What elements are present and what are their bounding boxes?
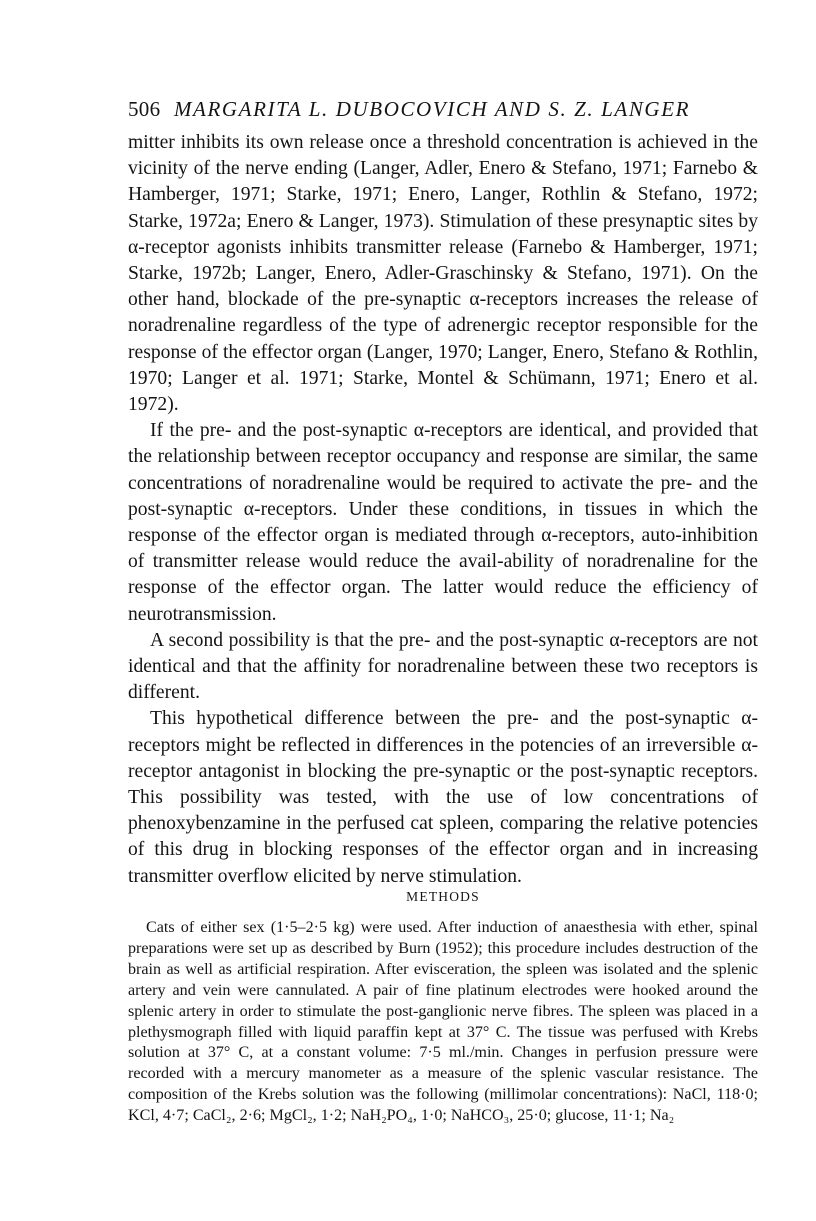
paragraph-continued: mitter inhibits its own release once a threshold concentration is achieved in the vicinity of the nerve ending (Langer, Adler, Enero & Stefano, 1971; Farnebo & Hamberger, 1971; Starke, 1971; Enero, Langer, Rothlin & Stefano, 1972; Starke, 1972a; Enero & Langer, 1973). Stimulation of these presynaptic sites by α-receptor agonists inhibits transmitter release (Farnebo & Hamberger, 1971; Starke, 1972b; Langer, Enero, Adler-Graschinsky & Stefano, 1971). On the other hand, blockade of the pre-synaptic α-receptors increases the release of noradrenaline regardless of the type of adrenergic receptor responsible for the response of the effector organ (Langer, 1970; Langer, Enero, Stefano & Rothlin, 1970; Langer et al. 1971; Starke, Montel & Schümann, 1971; Enero et al. 1972).: [128, 132, 758, 416]
running-head-authors: MARGARITA L. DUBOCOVICH AND S. Z. LANGER: [173, 97, 691, 121]
running-head: [128, 96, 758, 122]
methods-section: [128, 918, 758, 1127]
methods-heading: METHODS: [406, 889, 480, 904]
paragraph-hypothesis: This hypothetical difference between the pre- and the post-synaptic α-receptors might be reflected in differences in the potencies of an irreversible α-receptor antagonist in blocking the pre-synaptic or the post-synaptic receptors. This possibility was tested, with the use of low concentrations of phenoxybenzamine in the perfused cat spleen, comparing the relative potencies of this drug in blocking responses of the effector organ and in increasing transmitter overflow elicited by nerve stimulation.: [128, 708, 758, 887]
paragraph-identical-receptors: If the pre- and the post-synaptic α-receptors are identical, and provided that the relationship between receptor occupancy and response are similar, the same concentrations of noradrenaline would be required to activate the pre- and the post-synaptic α-receptors. Under these conditions, in tissues in which the response of the effector organ is mediated through α-receptors, auto-inhibition of transmitter release would reduce the avail-ability of noradrenaline for the response of the effector organ. The latter would reduce the efficiency of neurotransmission.: [128, 420, 758, 625]
page-number: 506: [128, 97, 161, 121]
body-text: [128, 130, 758, 890]
paragraph-second-possibility: A second possibility is that the pre- and the post-synaptic α-receptors are not identical and that the affinity for noradrenaline between these two receptors is different.: [128, 629, 758, 704]
methods-paragraph: Cats of either sex (1·5–2·5 kg) were used. After induction of anaesthesia with ether, spinal preparations were set up as described by Burn (1952); this procedure includes destruction of the brain as well as artificial respiration. After evisceration, the spleen was isolated and the splenic artery and vein were cannulated. A pair of fine platinum electrodes were hooked around the splenic artery in order to stimulate the post-ganglionic nerve fibres. The spleen was placed in a plethysmograph filled with liquid paraffin kept at 37° C. The tissue was perfused with Krebs solution at 37° C, at a constant volume: 7·5 ml./min. Changes in perfusion pressure were recorded with a mercury manometer as a measure of the splenic vascular resistance. The composition of the Krebs solution was the following (millimolar concentrations): NaCl, 118·0; KCl, 4·7; CaCl₂, 2·6; MgCl₂, 1·2; NaH₂PO₄, 1·0; NaHCO₃, 25·0; glucose, 11·1; Na₂: [128, 919, 758, 1125]
